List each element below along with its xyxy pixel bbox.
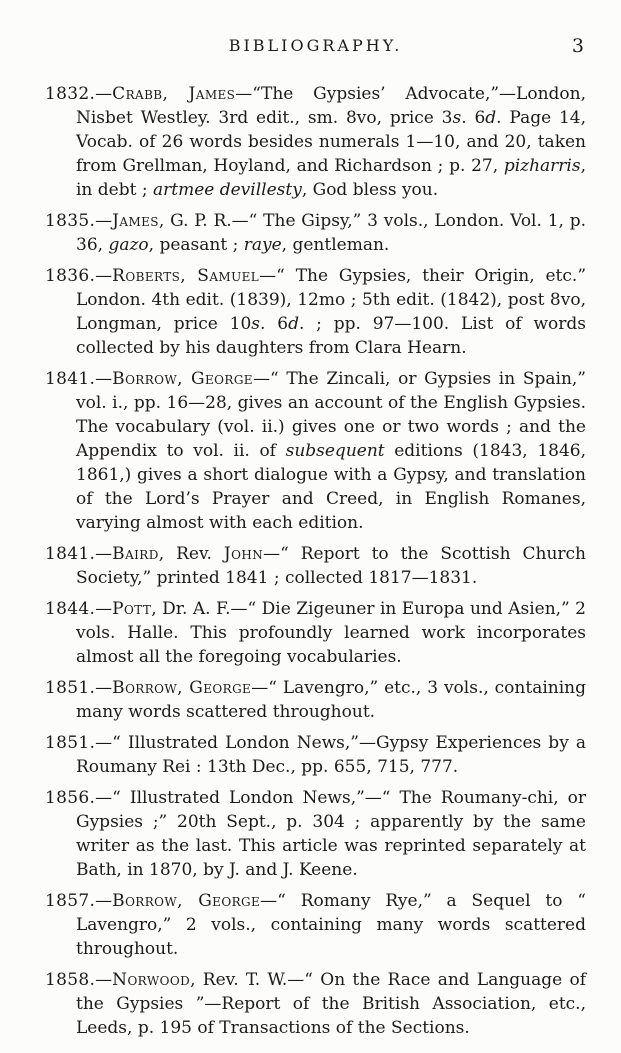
entry-text: , God bless you. <box>301 180 439 200</box>
entry-text: , Rev. T. W.—“ On the Race and Language of the Gypsies ”—Report of the British Association, etc., Leeds, p. 195 of Transactions of the Sections. <box>76 970 586 1038</box>
entry-italic-term: pizharris <box>503 156 581 176</box>
entry-year: 1832. <box>45 84 96 104</box>
entry-text: . ; pp. 97—100. List of words collected by his daughters from Clara Hearn. <box>76 314 586 358</box>
entry-text: —“The Gypsies’ Advocate,”—London, Nisbet Westley. 3rd edit., sm. 8vo, price 3 <box>76 84 586 128</box>
entry-text: — <box>95 84 113 104</box>
entry-text: . Page 14, Vocab. of 26 words besides numerals 1—10, and 20, taken from Grellman, Hoyland, and Richardson ; p. 27, <box>76 108 587 176</box>
entry-text: , peasant ; <box>148 235 244 255</box>
entry-author: Borrow, George <box>112 369 253 389</box>
entry-author: Crabb, James <box>112 84 236 104</box>
entry-text: — <box>95 599 113 619</box>
entry-italic-term: d <box>288 314 299 334</box>
entry-text: , gentleman. <box>281 235 390 255</box>
bibliography-entry <box>45 542 586 590</box>
entry-year: 1851. <box>45 733 96 753</box>
entry-year: 1835. <box>45 211 96 231</box>
entry-italic-term: s <box>251 314 261 334</box>
entry-text: —“ Romany Rye,” a Sequel to “ Lavengro,” 2 vols., containing many words scattered throughout. <box>76 891 586 959</box>
page-number: 3 <box>571 35 584 57</box>
entry-year: 1851. <box>45 678 96 698</box>
page-title: BIBLIOGRAPHY. <box>228 36 403 55</box>
entry-author: Borrow, George <box>112 891 261 911</box>
entry-text: —“ Report to the Scottish Church Society,” printed 1841 ; collected 1817—1831. <box>76 544 587 588</box>
bibliography-entry <box>45 968 586 1040</box>
entry-text: , G. P. R.—“ The Gipsy,” 3 vols., London. Vol. 1, p. 36, <box>76 211 586 255</box>
entry-author: Pott <box>112 599 152 619</box>
entry-year: 1856. <box>45 788 96 808</box>
entry-text: —“ The Gypsies, their Origin, etc.” London. 4th edit. (1839), 12mo ; 5th edit. (1842), post 8vo, Longman, price 10 <box>76 266 587 334</box>
entry-text: — <box>95 544 113 564</box>
entry-author: Borrow, George <box>112 678 252 698</box>
entry-text: — <box>95 266 113 286</box>
entry-author: John <box>223 544 264 564</box>
bibliography-entry <box>45 367 586 535</box>
entry-year: 1857. <box>45 891 96 911</box>
entry-text: , in debt ; <box>76 156 586 200</box>
entry-text: , Dr. A. F.—“ Die Zigeuner in Europa und Asien,” 2 vols. Halle. This profoundly learned work incorporates almost all the foregoing vocabularies. <box>76 599 586 667</box>
bibliography-entry <box>45 209 586 257</box>
bibliography-entry <box>45 676 586 724</box>
bibliography-entry <box>45 889 586 961</box>
bibliography-entry <box>45 82 586 202</box>
page-header <box>45 36 586 60</box>
entry-italic-term: subsequent <box>285 441 385 461</box>
bibliography-entry <box>45 786 586 882</box>
entry-text: — <box>95 891 113 911</box>
entry-text: — <box>95 369 113 389</box>
entry-year: 1836. <box>45 266 96 286</box>
entry-italic-term: d <box>485 108 497 128</box>
entry-text: . 6 <box>260 314 289 334</box>
entry-text: —“ Illustrated London News,”—“ The Roumany-chi, or Gypsies ;” 20th Sept., p. 304 ; apparently by the same writer as the last. This article was reprinted separately at Bath, in 1870, by J. and J. Keene. <box>76 788 586 880</box>
entry-italic-term: artmee devillesty <box>152 180 302 200</box>
entry-text: —“ Illustrated London News,”—Gypsy Experiences by a Roumany Rei : 13th Dec., pp. 655, 715, 777. <box>76 733 586 777</box>
entry-year: 1858. <box>45 970 96 990</box>
entry-author: Norwood <box>112 970 191 990</box>
entry-italic-term: gazo <box>108 235 149 255</box>
entry-year: 1844. <box>45 599 96 619</box>
entry-year: 1841. <box>45 369 96 389</box>
entry-text: . 6 <box>461 108 486 128</box>
entry-text: —“ Lavengro,” etc., 3 vols., containing many words scattered throughout. <box>76 678 586 722</box>
entry-text: , Rev. <box>158 544 224 564</box>
entry-text: — <box>95 211 113 231</box>
entry-year: 1841. <box>45 544 96 564</box>
entry-text: — <box>95 970 113 990</box>
bibliography-entry <box>45 264 586 360</box>
bibliography-list <box>45 82 586 1040</box>
entry-author: Roberts, Samuel <box>112 266 260 286</box>
bibliography-entry <box>45 597 586 669</box>
entry-text: —“ The Zincali, or Gypsies in Spain,” vol. i., pp. 16—28, gives an account of the English Gypsies. The vocabulary (vol. ii.) gives one or two words ; and the Appendix to vol. ii. of <box>76 369 586 461</box>
entry-text: — <box>95 678 113 698</box>
entry-italic-term: s <box>452 108 462 128</box>
entry-italic-term: raye <box>243 235 282 255</box>
entry-author: Baird <box>112 544 159 564</box>
entry-author: James <box>112 211 159 231</box>
entry-text: editions (1843, 1846, 1861,) gives a short dialogue with a Gypsy, and translation of the Lord’s Prayer and Creed, in English Romanes, varying almost with each edition. <box>76 441 586 533</box>
bibliography-entry <box>45 731 586 779</box>
